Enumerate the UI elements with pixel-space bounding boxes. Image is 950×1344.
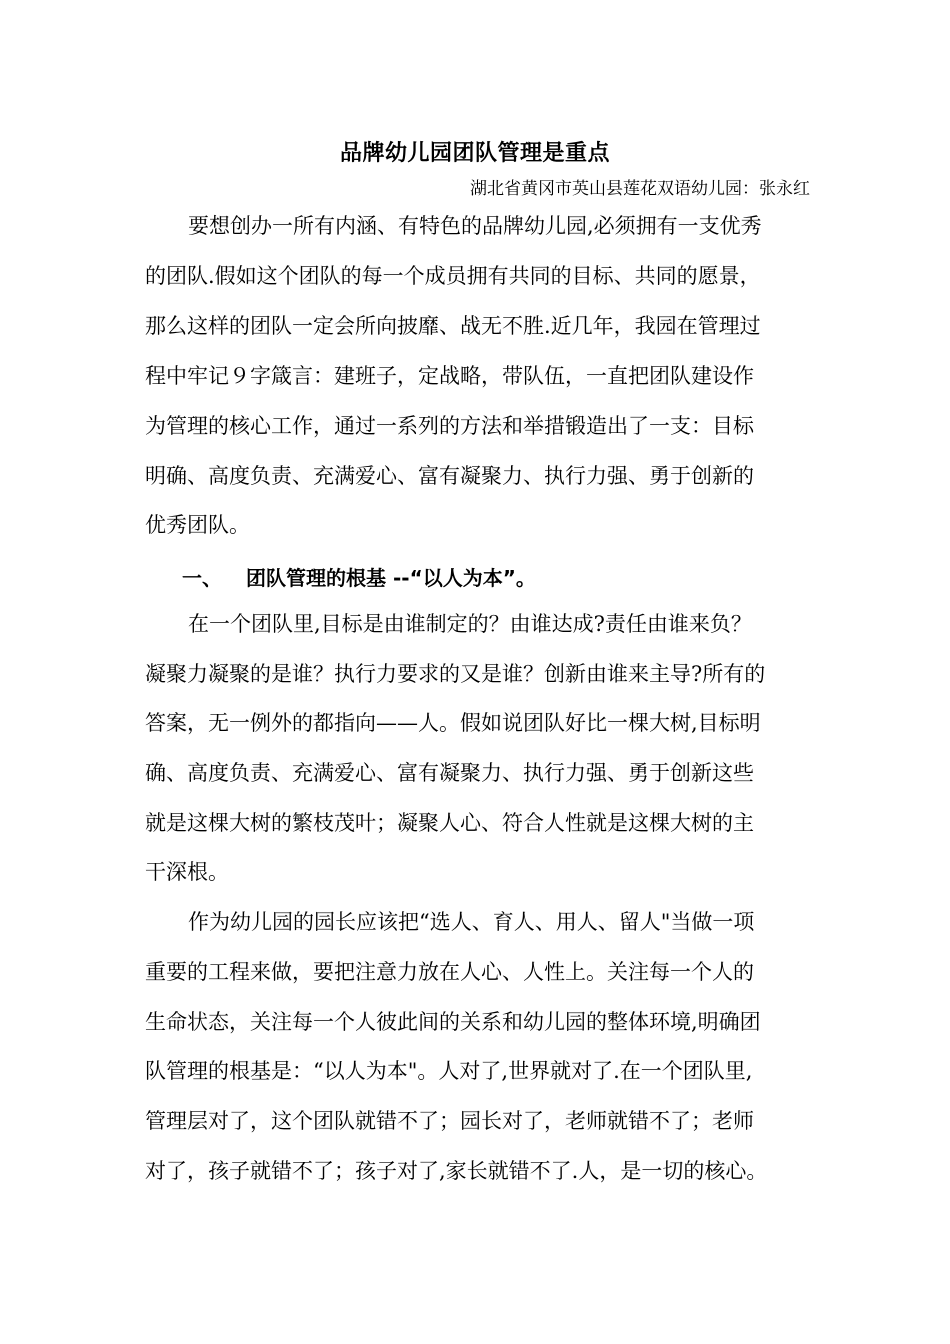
paragraph-line: 优秀团队。 <box>145 513 250 537</box>
paragraph-line: 明确、高度负责、充满爱心、富有凝聚力、执行力强、勇于创新的 <box>145 464 754 488</box>
paragraph-line: 在一个团队里,目标是由谁制定的？由谁达成?责任由谁来负？ <box>188 612 752 636</box>
paragraph-line: 就是这棵大树的繁枝茂叶；凝聚人心、符合人性就是这棵大树的主 <box>145 811 754 835</box>
paragraph-line: 为管理的核心工作，通过一系列的方法和举措锻造出了一支：目标 <box>145 414 754 438</box>
paragraph-line: 答案，无一例外的都指向——人。假如说团队好比一棵大树,目标明 <box>145 711 761 735</box>
paragraph-line: 管理层对了，这个团队就错不了；园长对了，老师就错不了；老师 <box>145 1109 754 1133</box>
paragraph-line: 对了，孩子就错不了；孩子对了,家长就错不了.人，是一切的核心。 <box>145 1159 768 1183</box>
paragraph-line: 干深根。 <box>145 860 229 884</box>
author-byline: 湖北省黄冈市英山县莲花双语幼儿园：张永红 <box>470 179 810 199</box>
paragraph-line: 生命状态，关注每一个人彼此间的关系和幼儿园的整体环境,明确团 <box>145 1010 761 1034</box>
paragraph-line: 队管理的根基是：“以人为本"。人对了,世界就对了.在一个团队里, <box>145 1059 753 1083</box>
paragraph-line: 重要的工程来做，要把注意力放在人心、人性上。关注每一个人的 <box>145 960 754 984</box>
section-number: 一、 <box>182 566 222 590</box>
section-heading <box>182 564 536 592</box>
paragraph-line: 的团队.假如这个团队的每一个成员拥有共同的目标、共同的愿景， <box>145 264 761 288</box>
document-title: 品牌幼儿园团队管理是重点 <box>339 141 610 166</box>
paragraph-line: 那么这样的团队一定会所向披靡、战无不胜.近几年，我园在管理过 <box>145 314 761 338</box>
section-title: 团队管理的根基 --“以人为本”。 <box>246 566 536 590</box>
paragraph-line: 确、高度负责、充满爱心、富有凝聚力、执行力强、勇于创新这些 <box>145 761 754 785</box>
paragraph-line: 作为幼儿园的园长应该把“选人、育人、用人、留人"当做一项 <box>188 910 755 934</box>
paragraph-line: 要想创办一所有内涵、有特色的品牌幼儿园,必须拥有一支优秀 <box>188 214 762 238</box>
paragraph-line: 凝聚力凝聚的是谁？执行力要求的又是谁？创新由谁来主导?所有的 <box>145 662 766 686</box>
paragraph-line: 程中牢记９字箴言：建班子，定战略，带队伍，一直把团队建设作 <box>145 364 754 388</box>
